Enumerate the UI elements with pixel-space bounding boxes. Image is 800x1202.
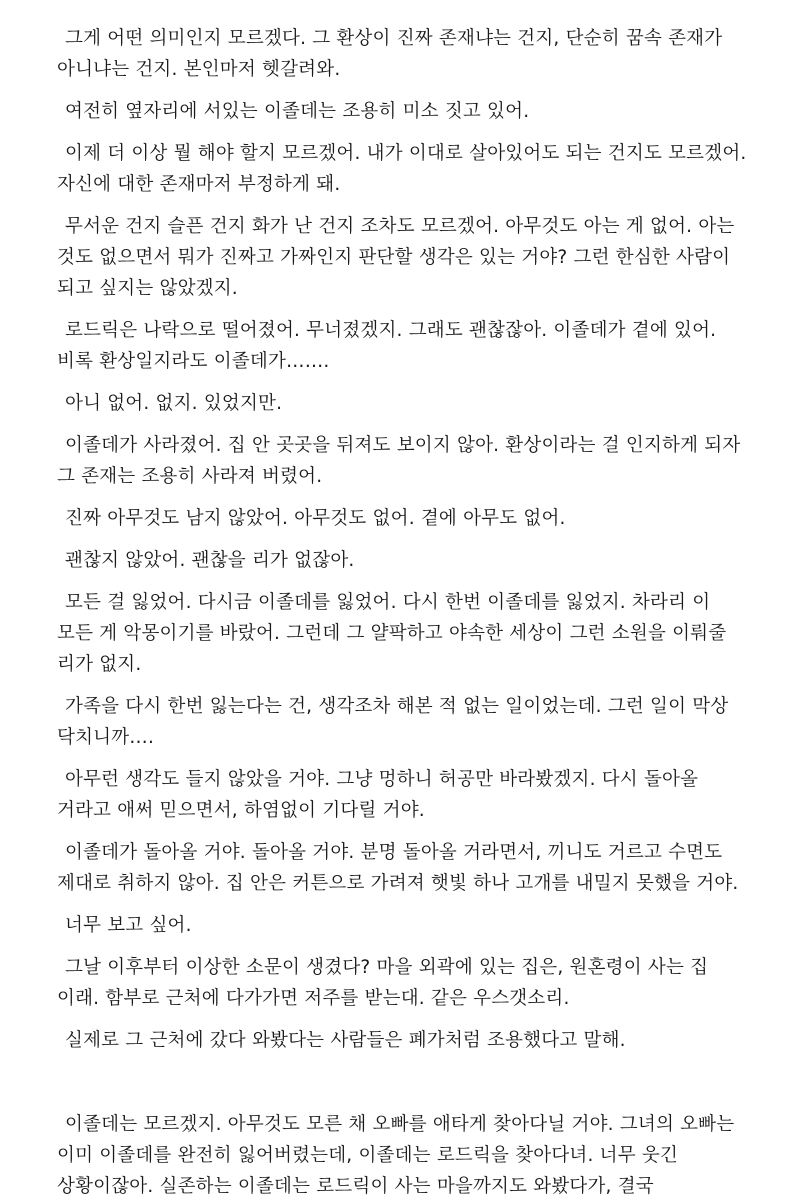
paragraph: 로드릭은 나락으로 떨어졌어. 무너졌겠지. 그래도 괜찮잖아. 이졸데가 곁에 있어. 비록 환상일지라도 이졸데가……. [57,320,717,372]
paragraph: 무서운 건지 슬픈 건지 화가 난 건지 조차도 모르겠어. 아무것도 아는 게 없어. 아는 것도 없으면서 뭐가 진짜고 가짜인지 판단할 생각은 있는 거야? 그런 한심한 사람이 되고 싶지는 않았겠지. [57,216,735,299]
paragraph: 괜찮지 않았어. 괜찮을 리가 없잖아. [65,550,355,571]
paragraph: 실제로 그 근처에 갔다 와봤다는 사람들은 폐가처럼 조용했다고 말해. [65,1030,626,1051]
paragraph: 이졸데가 돌아올 거야. 돌아올 거야. 분명 돌아올 거라면서, 끼니도 거르고 수면도 제대로 취하지 않아. 집 안은 커튼으로 가려져 햇빛 하나 고개를 내밀지 못했을 거야. [57,842,739,894]
paragraph: 그날 이후부터 이상한 소문이 생겼다? 마을 외곽에 있는 집은, 원혼령이 사는 집 이래. 함부로 근처에 다가가면 저주를 받는대. 같은 우스갯소리. [57,957,709,1009]
paragraph: 아니 없어. 없지. 있었지만. [65,393,283,414]
paragraph: 그게 어떤 의미인지 모르겠다. 그 환상이 진짜 존재냐는 건지, 단순히 꿈속 존재가 아니냐는 건지. 본인마저 헷갈려와. [57,28,723,80]
paragraph: 이졸데는 모르겠지. 아무것도 모른 채 오빠를 애타게 찾아다닐 거야. 그녀의 오빠는 이미 이졸데를 완전히 잃어버렸는데, 이졸데는 로드릭을 찾아다녀. 너무 웃긴 상황이잖아. 실존하는 이졸데는 로드릭이 사는 마을까지도 와봤다가, 결국 [57,1114,735,1197]
paragraph: 아무런 생각도 들지 않았을 거야. 그냥 멍하니 허공만 바라봤겠지. 다시 돌아올 거라고 애써 믿으면서, 하염없이 기다릴 거야. [57,769,699,821]
paragraph: 진짜 아무것도 남지 않았어. 아무것도 없어. 곁에 아무도 없어. [65,508,566,529]
paragraph: 이졸데가 사라졌어. 집 안 곳곳을 뒤져도 보이지 않아. 환상이라는 걸 인지하게 되자 그 존재는 조용히 사라져 버렸어. [57,435,741,487]
document-body [57,23,747,1202]
paragraph: 모든 걸 잃었어. 다시금 이졸데를 잃었어. 다시 한번 이졸데를 잃었지. 차라리 이 모든 게 악몽이기를 바랐어. 그런데 그 얄팍하고 야속한 세상이 그런 소원을 이뤄줄 리가 없지. [57,592,727,675]
paragraph: 여전히 옆자리에 서있는 이졸데는 조용히 미소 짓고 있어. [65,101,530,122]
section-break [57,1056,747,1109]
paragraph: 너무 보고 싶어. [65,915,192,936]
paragraph: 가족을 다시 한번 잃는다는 건, 생각조차 해본 적 없는 일이었는데. 그런 일이 막상 닥치니까…. [57,696,729,748]
paragraph: 이제 더 이상 뭘 해야 할지 모르겠어. 내가 이대로 살아있어도 되는 건지도 모르겠어. 자신에 대한 존재마저 부정하게 돼. [57,143,747,195]
